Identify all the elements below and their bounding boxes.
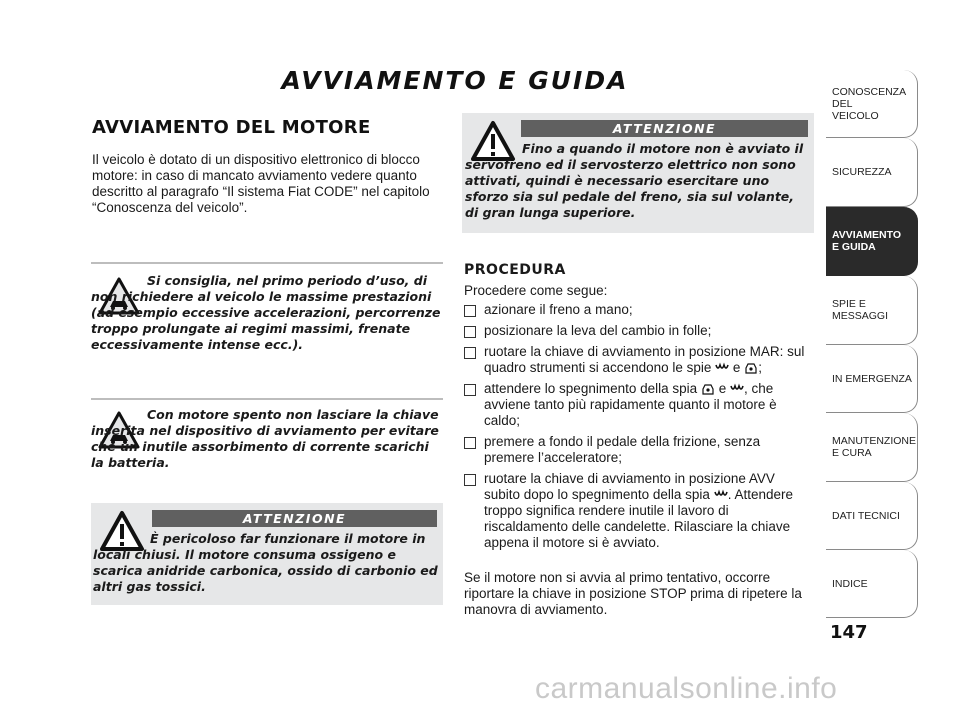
glow-plug-icon <box>730 383 744 395</box>
closing-paragraph: Se il motore non si avvia al primo tentativo, occorre riportare la chiave in posizione STOP prima di ripetere la manovra di avviamento. <box>464 570 802 617</box>
tab-in-emergenza[interactable]: IN EMERGENZA <box>826 345 918 413</box>
warning-box-right <box>462 113 814 233</box>
list-item: premere a fondo il pedale della frizione, senza premere l’acceleratore; <box>464 434 814 466</box>
note-text-1: Si consiglia, nel primo periodo d’uso, di non richiedere al veicolo le massime prestazioni (ad esempio eccessive accelerazioni, percorrenze troppo prolungate ai regimi massimi, frenate eccessivamente intense ecc.). <box>91 273 441 352</box>
procedure-steps <box>464 302 814 556</box>
glow-plug-icon <box>714 489 728 501</box>
warning-box-left <box>91 503 443 605</box>
page-title: AVVIAMENTO E GUIDA <box>281 66 629 95</box>
section-title: AVVIAMENTO DEL MOTORE <box>92 117 371 138</box>
immobilizer-car-icon <box>744 362 758 374</box>
tab-dati-tecnici[interactable]: DATI TECNICI <box>826 482 918 550</box>
tab-spie-e-messaggi[interactable]: SPIE E MESSAGGI <box>826 276 918 345</box>
list-item: attendere lo spegnimento della spia e , che avviene tanto più rapidamente quanto il motore è caldo; <box>464 381 814 429</box>
note-box-2 <box>91 398 443 488</box>
list-item: posizionare la leva del cambio in folle; <box>464 323 814 339</box>
note-text-2: Con motore spento non lasciare la chiave inserita nel dispositivo di avviamento per evitare che un inutile assorbimento di corrente scarichi la batteria. <box>91 407 439 470</box>
tab-conoscenza-del-veicolo[interactable]: CONOSCENZA DEL VEICOLO <box>826 70 918 138</box>
tab-indice[interactable]: INDICE <box>826 550 918 618</box>
note-box-1 <box>91 262 443 374</box>
intro-paragraph: Il veicolo è dotato di un dispositivo elettronico di blocco motore: in caso di mancato avviamento vedere quanto descritto al paragrafo “Il sistema Fiat CODE” nel capitolo “Conoscenza del veicolo”. <box>92 152 430 215</box>
page-number: 147 <box>830 622 868 643</box>
attention-label: ATTENZIONE <box>521 120 808 137</box>
list-item: azionare il freno a mano; <box>464 302 814 318</box>
tab-manutenzione-e-cura[interactable]: MANUTENZIONE E CURA <box>826 413 918 482</box>
watermark: carmanualsonline.info <box>535 672 838 705</box>
warning-text-left: È pericoloso far funzionare il motore in locali chiusi. Il motore consuma ossigeno e scarica anidride carbonica, ossido di carbonio ed altri gas tossici. <box>93 531 438 594</box>
list-item: ruotare la chiave di avviamento in posizione AVV subito dopo lo spegnimento della spia . Attendere troppo significa rendere inutile il lavoro di riscaldamento delle candelette. Rilasciare la chiave appena il motore si è avviato. <box>464 471 814 551</box>
attention-label: ATTENZIONE <box>152 510 437 527</box>
procedure-intro: Procedere come segue: <box>464 283 608 298</box>
glow-plug-icon <box>715 362 729 374</box>
warning-text-right: Fino a quando il motore non è avviato il servofreno ed il servosterzo elettrico non sono attivati, quindi è necessario esercitare uno sforzo sia sul pedale del freno, sia sul volante, di gran lunga superiore. <box>465 141 804 220</box>
tab-sicurezza[interactable]: SICUREZZA <box>826 138 918 207</box>
procedure-title: PROCEDURA <box>464 262 566 278</box>
immobilizer-car-icon <box>701 383 715 395</box>
tab-avviamento-e-guida[interactable]: AVVIAMENTO E GUIDA <box>826 207 918 276</box>
list-item: ruotare la chiave di avviamento in posizione MAR: sul quadro strumenti si accendono le spie e ; <box>464 344 814 376</box>
